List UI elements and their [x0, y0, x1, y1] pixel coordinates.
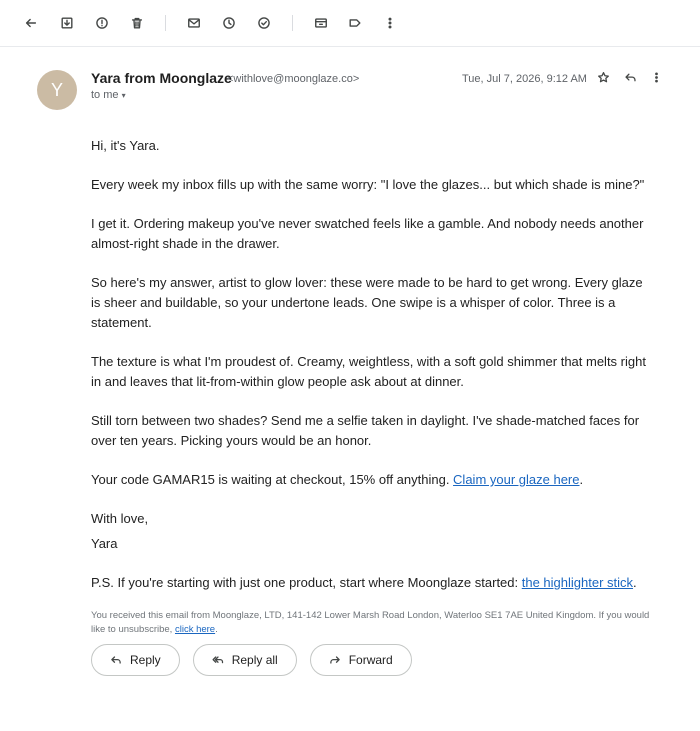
delete-icon[interactable] — [125, 11, 149, 35]
reply-all-icon — [212, 654, 224, 666]
mark-unread-icon[interactable] — [182, 11, 206, 35]
sender-email: <withlove@moonglaze.co> — [227, 73, 360, 85]
back-arrow-icon[interactable] — [19, 11, 43, 35]
forward-icon — [329, 654, 341, 666]
reply-all-label: Reply all — [231, 653, 278, 667]
ps-text: P.S. If you're starting with just one product, start where Moonglaze started: — [91, 575, 522, 590]
add-to-tasks-icon[interactable] — [252, 11, 276, 35]
message-date: Tue, Jul 7, 2026, 9:12 AM — [462, 73, 587, 85]
ps-paragraph — [91, 573, 651, 593]
footer-text: You received this email from Moonglaze, LTD, 141-142 Lower Marsh Road London, Waterloo SE1 7AE United Kingdom. If you would like to unsubscribe, — [91, 610, 650, 635]
sender-name[interactable]: Yara from Moonglaze — [91, 70, 232, 86]
star-icon[interactable] — [594, 68, 612, 86]
signoff: With love, — [91, 511, 149, 526]
reply-all-button[interactable] — [193, 644, 297, 676]
paragraph: So here's my answer, artist to glow lover: these were made to be hard to get wrong. Every glaze is sheer and buildable, so your undertone leads. One swipe is a whisper of color. Three is a statement. — [91, 275, 643, 330]
footer-note — [91, 609, 651, 637]
ps-end: . — [633, 575, 637, 590]
message-body — [91, 136, 651, 637]
paragraph: I get it. Ordering makeup you've never swatched feels like a gamble. And nobody needs another almost-right shade in the drawer. — [91, 216, 644, 251]
more-options-icon[interactable] — [647, 68, 665, 86]
highlighter-stick-link[interactable]: the highlighter stick — [521, 575, 634, 590]
reply-actions — [91, 644, 412, 676]
paragraph: Still torn between two shades? Send me a selfie taken in daylight. I've shade-matched faces for over ten years. Picking yours would be an honor. — [91, 413, 640, 448]
move-to-icon[interactable] — [309, 11, 333, 35]
snooze-icon[interactable] — [217, 11, 241, 35]
to-line: to me — [91, 89, 122, 101]
more-options-icon[interactable] — [378, 11, 402, 35]
recipient-details[interactable] — [91, 89, 126, 101]
promo-text: Your code GAMAR15 is waiting at checkout, 15% off anything. — [91, 472, 454, 487]
avatar[interactable]: Y — [37, 70, 77, 110]
chevron-down-icon[interactable]: ▾ — [121, 91, 126, 100]
toolbar-divider — [292, 15, 293, 31]
forward-label: Forward — [348, 653, 393, 667]
paragraph: Every week my inbox fills up with the same worry: "I love the glazes... but which shade is mine?" — [91, 177, 645, 192]
reply-icon — [110, 654, 122, 666]
signature: Yara — [91, 536, 118, 551]
forward-button[interactable] — [310, 644, 412, 676]
label-icon[interactable] — [343, 11, 367, 35]
toolbar — [0, 0, 700, 47]
claim-glaze-link[interactable]: Claim your glaze here — [453, 472, 580, 487]
reply-button[interactable] — [91, 644, 180, 676]
greeting: Hi, it's Yara. — [91, 138, 160, 153]
reply-icon[interactable] — [621, 68, 639, 86]
promo-paragraph — [91, 470, 651, 490]
report-spam-icon[interactable] — [90, 11, 114, 35]
footer-end: . — [215, 624, 218, 635]
paragraph: The texture is what I'm proudest of. Creamy, weightless, with a soft gold shimmer that melts right in and leaves that lit-from-within glow people ask about at dinner. — [91, 354, 646, 389]
promo-end: . — [579, 472, 584, 487]
archive-icon[interactable] — [55, 11, 79, 35]
toolbar-divider — [165, 15, 166, 31]
unsubscribe-link[interactable]: click here — [174, 624, 216, 635]
reply-label: Reply — [130, 653, 161, 667]
